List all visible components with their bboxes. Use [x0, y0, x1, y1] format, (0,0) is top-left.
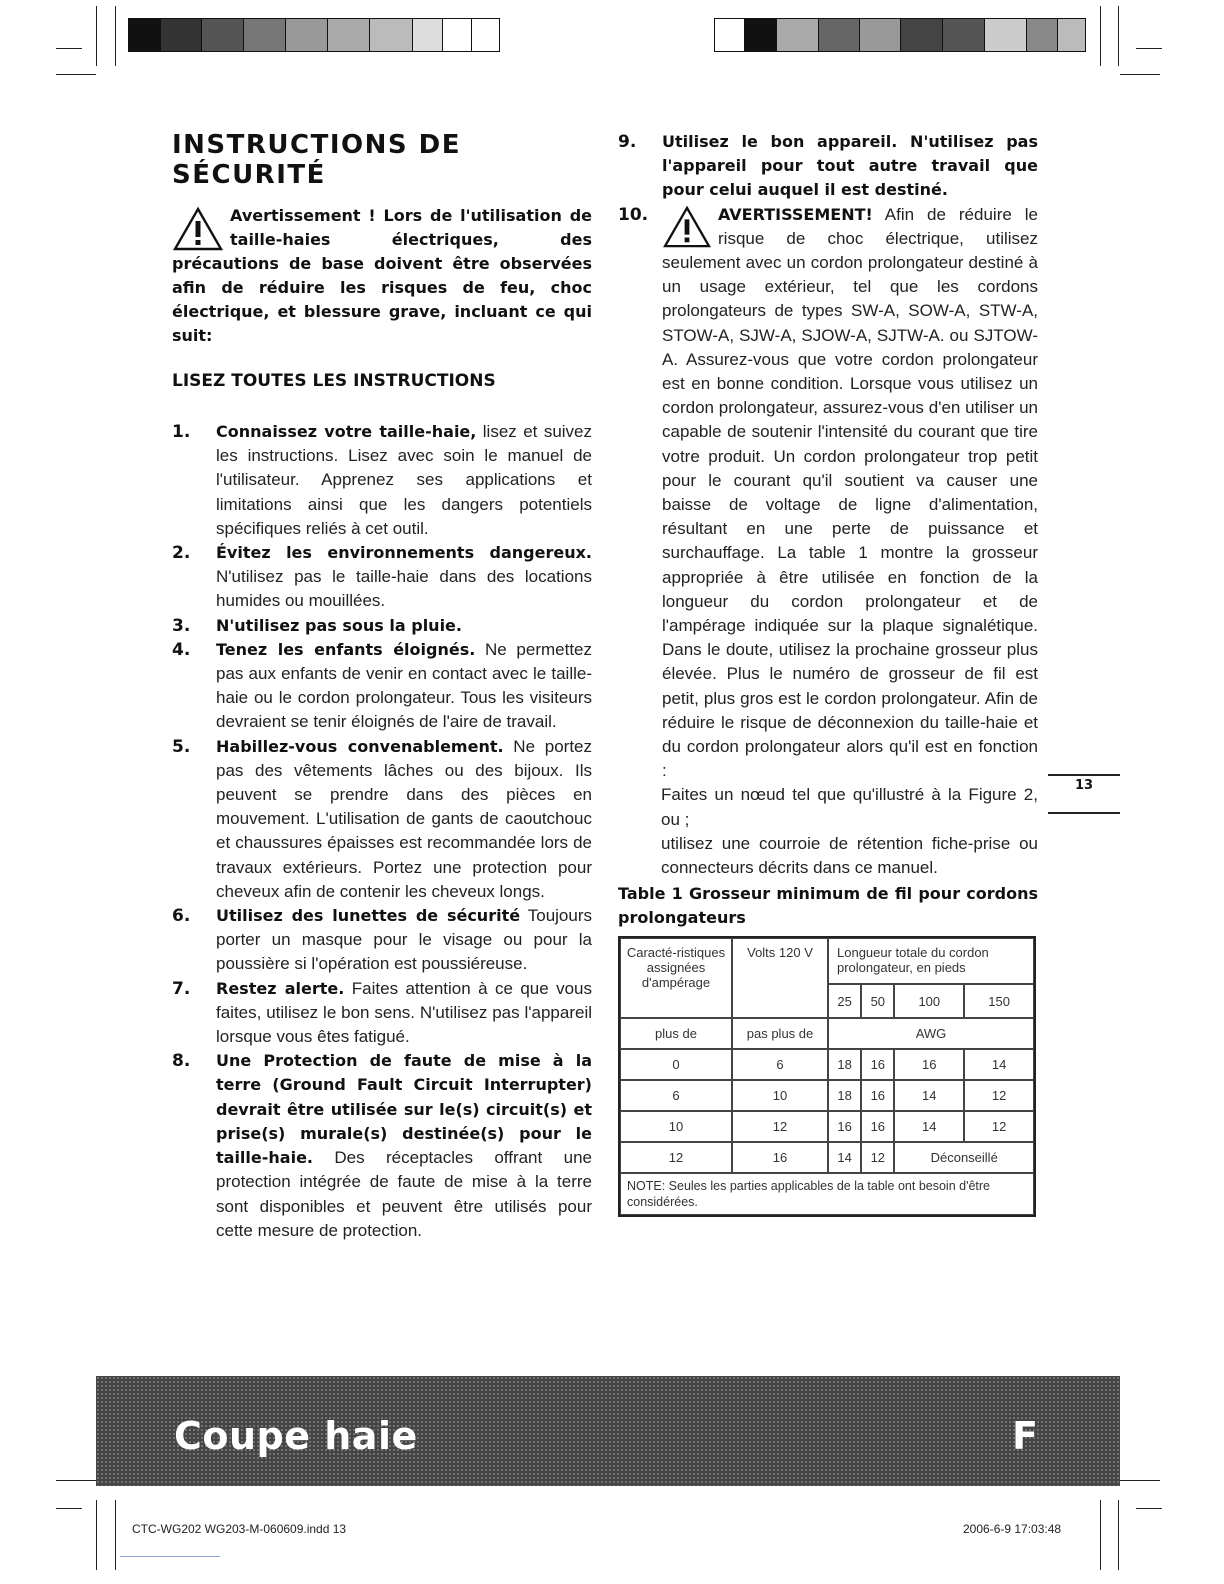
crop-mark: [56, 74, 96, 75]
item-sub-text: utilisez une courroie de rétention fiche-prise ou connecteurs décrits dans ce manuel.: [661, 833, 1038, 878]
crop-mark: [1136, 1508, 1162, 1509]
warning-text: Avertissement ! Lors de l'utilisation de taille-haies électriques, des précautions de base doivent être observées afin de réduire les risques de feu, choc électrique, et blessure grave, incluant ce qui suit:: [172, 206, 592, 345]
table-cell: 16: [861, 1111, 894, 1142]
warning-triangle-icon: [662, 205, 712, 249]
table-cell: 0: [620, 1049, 732, 1080]
item-number: 10.: [618, 204, 649, 225]
table-cell: 12: [964, 1080, 1034, 1111]
table-row: [620, 1142, 1034, 1173]
item-text: Ne permettez pas aux enfants de venir en contact avec le taille-haie ou le cordon prolongateur. Tous les visiteurs devraient se tenir éloignés de l'aire de travail.: [216, 639, 593, 732]
list-item: [172, 541, 592, 614]
list-item: [172, 638, 592, 735]
list-item: [172, 904, 592, 977]
table-header-cell: Volts 120 V: [732, 938, 828, 1018]
crop-mark: [56, 1508, 82, 1509]
color-calibration-bar: [714, 18, 1086, 52]
table-header-cell: 25: [828, 984, 861, 1018]
crop-mark: [1100, 1500, 1101, 1570]
table-cell: 12: [861, 1142, 894, 1173]
table-cell: 12: [732, 1111, 828, 1142]
item-text: lisez et suivez les instructions. Lisez avec soin le manuel de l'utilisateur. Apprenez ses applications et limitations ainsi que les dangers potentiels spécifiques reliés à cet outil.: [216, 422, 593, 538]
crop-mark: [1100, 6, 1101, 66]
title-line-1: INSTRUCTIONS DE: [172, 130, 461, 160]
table-header-cell: 150: [964, 984, 1034, 1018]
crop-mark: [56, 48, 82, 49]
right-column: [618, 130, 1038, 1217]
item-number: 7.: [172, 978, 191, 999]
list-item: [172, 977, 592, 1050]
page-number-rule: [1048, 774, 1120, 776]
print-slug-file: CTC-WG202 WG203-M-060609.indd 13: [132, 1522, 347, 1536]
item-number: 3.: [172, 615, 191, 636]
table-cell: 14: [894, 1080, 964, 1111]
table-header-cell: plus de: [620, 1018, 732, 1049]
table-header-cell: 50: [861, 984, 894, 1018]
crop-mark: [56, 1480, 96, 1481]
item-number: 5.: [172, 736, 191, 757]
item-number: 9.: [618, 132, 637, 152]
table-cell: 16: [732, 1142, 828, 1173]
table-header-cell: Longueur totale du cordon prolongateur, en pieds: [828, 938, 1034, 984]
list-item: [172, 420, 592, 541]
safety-instructions-list-continued: [618, 130, 1038, 783]
section-title: [172, 130, 592, 190]
item-number: 2.: [172, 543, 191, 564]
crop-mark: [1118, 6, 1119, 66]
table-cell: 10: [620, 1111, 732, 1142]
table-cell: 10: [732, 1080, 828, 1111]
item-text: Toujours porter un masque pour le visage ou pour la poussière si l'opération est poussiéreuse.: [216, 906, 592, 974]
crop-mark: [1136, 48, 1162, 49]
table-header-cell: Caracté-ristiques assignées d'ampérage: [620, 938, 732, 1018]
banner-title: Coupe haie: [174, 1414, 418, 1458]
item-text: N'utilisez pas le taille-haie dans des locations humides ou mouillées.: [216, 567, 592, 611]
crop-mark: [115, 6, 116, 66]
crop-mark: [1120, 1480, 1160, 1481]
crop-mark: [96, 6, 97, 66]
table-cell: Déconseillé: [894, 1142, 1034, 1173]
table-header-cell: 100: [894, 984, 964, 1018]
crop-mark: [96, 1500, 97, 1570]
item-number: 8.: [172, 1051, 191, 1072]
crop-mark: [1120, 74, 1160, 75]
table-cell: 18: [828, 1080, 861, 1111]
crop-mark: [115, 1500, 116, 1570]
item-heading: Utilisez le bon appareil. N'utilisez pas l'appareil pour tout autre travail que pour celui auquel il est destiné.: [662, 132, 1038, 200]
table-header-cell: pas plus de: [732, 1018, 828, 1049]
item-heading: Une Protection de faute de mise à la terre (Ground Fault Circuit Interrupter) devrait être utilisée sur le(s) circuit(s) et prise(s) murale(s) destinée(s) pour le taille-haie.: [216, 1051, 592, 1168]
table-cell: 12: [620, 1142, 732, 1173]
table-cell: 16: [828, 1111, 861, 1142]
item-heading: Connaissez votre taille-haie,: [216, 422, 477, 441]
table-cell: 18: [828, 1049, 861, 1080]
table-cell: 16: [861, 1080, 894, 1111]
item-heading: Habillez-vous convenablement.: [216, 736, 504, 756]
table-cell: 14: [828, 1142, 861, 1173]
list-item: [172, 735, 592, 904]
item-heading: Utilisez des lunettes de sécurité: [216, 906, 521, 926]
table-cell: 12: [964, 1111, 1034, 1142]
safety-instructions-list: [172, 420, 592, 1243]
page-number-rule: [1048, 812, 1120, 814]
table-cell: 14: [964, 1049, 1034, 1080]
item-text: Faites attention à ce que vous faites, utilisez le bon sens. N'utilisez pas l'appareil lorsque vous êtes fatigué.: [216, 978, 592, 1047]
item-heading: AVERTISSEMENT!: [718, 204, 873, 224]
table-header-cell: AWG: [828, 1018, 1034, 1049]
item-number: 6.: [172, 906, 191, 927]
table-cell: 6: [732, 1049, 828, 1080]
list-item: [172, 1049, 592, 1243]
crop-mark: [1118, 1500, 1119, 1570]
list-item: [172, 614, 592, 638]
item-heading: N'utilisez pas sous la pluie.: [216, 615, 462, 635]
table-cell: 6: [620, 1080, 732, 1111]
item-text: Des réceptacles offrant une protection intégrée de faute de mise à la terre sont disponibles et peuvent être utilisés pour cette mesure de protection.: [216, 1148, 592, 1240]
wire-gauge-table: [618, 936, 1036, 1217]
item-heading: Évitez les environnements dangereux.: [216, 543, 592, 563]
item-text: Ne portez pas des vêtements lâches ou des bijoux. Ils peuvent se prendre dans des pièces en mouvement. L'utilisation de gants de caoutchouc et chaussures épaisses est recommandée lors de travaux extérieurs. Portez une protection pour cheveux afin de contenir les cheveux longs.: [216, 736, 592, 901]
print-slug-datetime: 2006-6-9 17:03:48: [963, 1522, 1062, 1536]
crop-mark: [120, 1556, 220, 1557]
read-all-instructions-heading: LISEZ TOUTES LES INSTRUCTIONS: [172, 371, 496, 391]
item-number: 4.: [172, 639, 191, 660]
warning-triangle-icon: [172, 206, 224, 252]
table-cell: 16: [894, 1049, 964, 1080]
color-calibration-bar: [128, 18, 500, 52]
title-line-2: SÉCURITÉ: [172, 160, 326, 190]
page-number: 13: [1074, 778, 1094, 793]
warning-block: [172, 204, 592, 348]
list-item: [618, 203, 1038, 784]
table-row: [620, 1049, 1034, 1080]
list-item: [618, 130, 1038, 203]
table-row: [620, 1080, 1034, 1111]
item-heading: Restez alerte.: [216, 978, 345, 998]
table-caption: Table 1 Grosseur minimum de fil pour cordons prolongateurs: [618, 884, 1038, 928]
table-note: NOTE: Seules les parties applicables de la table ont besoin d'être considérées.: [620, 1173, 1034, 1215]
item-number: 1.: [172, 422, 191, 442]
language-letter: F: [1012, 1414, 1038, 1458]
table-cell: 14: [894, 1111, 964, 1142]
item-sub-text: Faites un nœud tel que qu'illustré à la Figure 2, ou ;: [661, 785, 1038, 829]
item-text: Afin de réduire le risque de choc électrique, utilisez seulement avec un cordon prolongateur destiné à un usage extérieur, tel que les cordons prolongateurs de types SW-A, SOW-A, STW-A, STOW-A, SJW-A, SJOW-A, SJTW-A. ou SJTOW-A. Assurez-vous que votre cordon prolongateur est en bonne condition. Lorsque vous utilisez un cordon prolongateur, assurez-vous d'en utiliser un capable de soutenir l'intensité du courant que tire votre produit. Un cordon prolongateur trop petit pour le courant qu'il soutient va causer une baisse de voltage de ligne d'alimentation, résultant en une perte de puissance et surchauffage. La table 1 montre la grosseur appropriée à être utilisée en fonction de la longueur du cordon prolongateur et de l'ampérage indiquée sur la plaque signalétique. Dans le doute, utilisez la prochaine grosseur plus élevée. Plus le numéro de grosseur de fil est petit, plus gros est le cordon prolongateur. Afin de réduire le risque de déconnexion du taille-haie et du cordon prolongateur alors qu'il est en fonction :: [662, 204, 1038, 781]
table-row: [620, 1111, 1034, 1142]
table-cell: 16: [861, 1049, 894, 1080]
item-heading: Tenez les enfants éloignés.: [216, 639, 476, 659]
